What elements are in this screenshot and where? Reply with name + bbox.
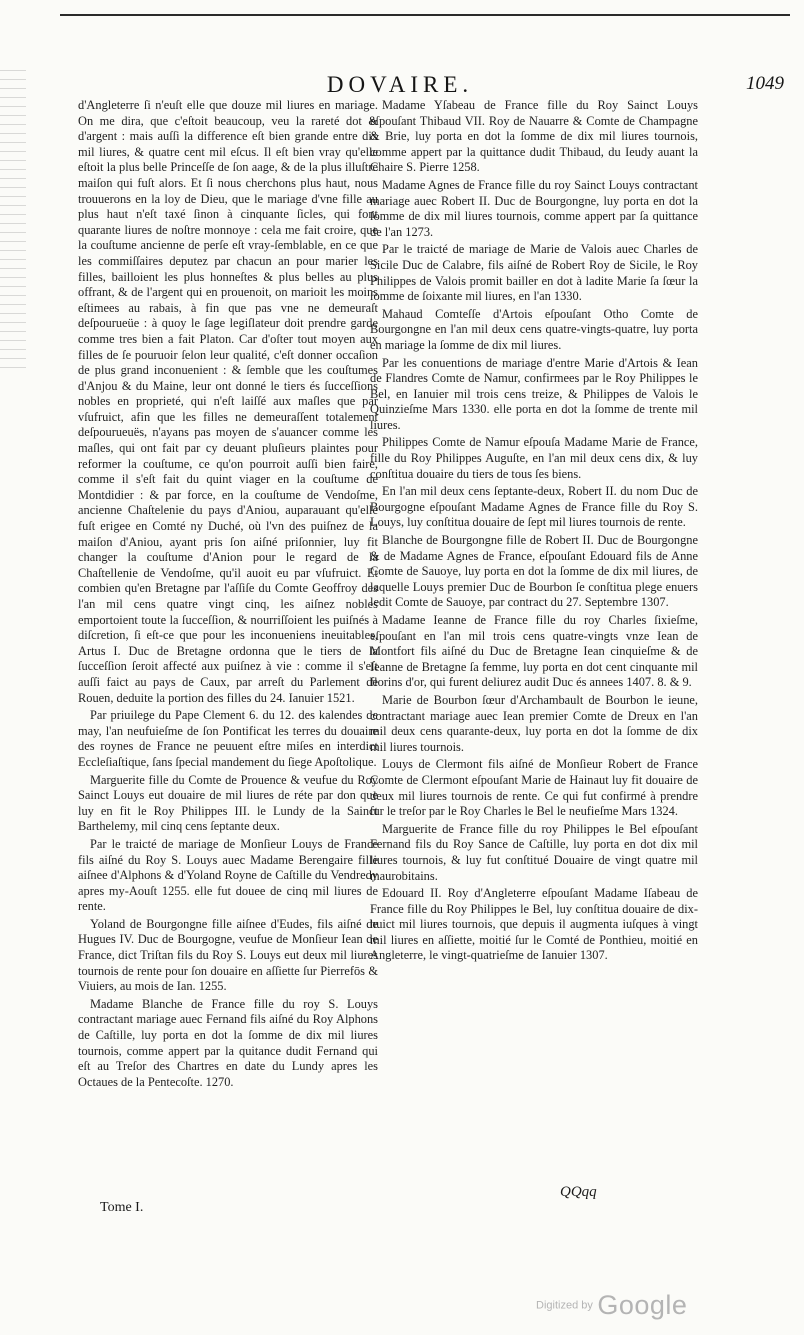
right-column — [370, 98, 698, 966]
watermark-prefix: Digitized by — [536, 1299, 593, 1312]
gutter-bleed-through — [0, 70, 26, 370]
paragraph: Philippes Comte de Namur eſpouſa Madame Marie de France, fille du Roy Philippes Auguſte, en l'an mil deux cens dix, & luy conſtitua douaire du tiers de tous ſes biens. — [370, 435, 698, 481]
signature-mark: QQqq — [560, 1184, 597, 1200]
page-number: 1049 — [746, 73, 784, 94]
watermark-brand: Google — [597, 1290, 688, 1320]
paragraph: Madame Agnes de France fille du roy Sainct Louys contractant mariage auec Robert II. Duc de Bourgongne, luy porta en dot la ſomme de dix mil liures tournois, comme appert par ſa quittance de l'an 1273. — [370, 177, 698, 239]
paragraph: Par le traicté de mariage de Marie de Valois auec Charles de Sicile Duc de Calabre, fils aiſné de Robert Roy de Sicile, le Roy Philippes de Valois promit bailler en dot à ladite Marie ſa ſœur la ſomme de ſoixante mil liures, en l'an 1330. — [370, 242, 698, 304]
running-head: DOVAIRE. — [326, 72, 474, 97]
paragraph: Madame Yſabeau de France fille du Roy Sainct Louys eſpouſant Thibaud VII. Roy de Nauarre & Comte de Champagne & Brie, luy porta en dot la ſomme de dix mil liures tournois, comme appert par la quittance dudit Thibaud, du Ieudy auant la Chaire S. Pierre 1258. — [370, 98, 698, 175]
paragraph: Edouard II. Roy d'Angleterre eſpouſant Madame Iſabeau de France fille du Roy Philippes le Bel, luy conſtitua douaire de dix-huict mil liures tournois, que depuis il augmenta iuſques à vingt mil liures en aſſiette, moitié ſur le Comté de Ponthieu, moitié en Angleterre, le vingt-quatrieſme de Ianuier 1307. — [370, 886, 698, 963]
paragraph: Par les conuentions de mariage d'entre Marie d'Artois & Iean de Flandres Comte de Namur, confirmees par le Roy Philippes le Bel, en Ianuier mil trois cens treize, & Philippes de Valois le Quinzieſme Mars 1330. elle porta en dot la ſomme de trente mil liures. — [370, 355, 698, 432]
paragraph: En l'an mil deux cens ſeptante-deux, Robert II. du nom Duc de Bourgogne eſpouſant Madame Agnes de France fille du Roy S. Louys, luy conſtitua douaire de ſept mil liures tournois de rente. — [370, 484, 698, 530]
paragraph: Mahaud Comteſſe d'Artois eſpouſant Otho Comte de Bourgongne en l'an mil deux cens quatre-vingts-quatre, luy porta en mariage la ſomme de dix mil liures. — [370, 306, 698, 352]
paragraph: Blanche de Bourgongne fille de Robert II. Duc de Bourgongne & de Madame Agnes de France, eſpouſant Edouard fils de Anne Comte de Sauoye, luy porta en dot la ſomme de dix mil liures, de laquelle Louys premier Duc de Bourbon ſe conſtitua plege enuers ledit Comte de Sauoye, par contract du 27. Septembre 1307. — [370, 533, 698, 610]
digitized-watermark — [536, 1290, 687, 1321]
volume-label: Tome I. — [100, 1200, 144, 1215]
paragraph: Marguerite de France fille du roy Philippes le Bel eſpouſant Fernand fils du Roy Sance de Caſtille, luy porta en dot dix mil liures tournois, & luy fut conſtitué Douaire de vingt quatre mil maurobitains. — [370, 821, 698, 883]
top-rule — [60, 14, 790, 16]
paragraph: Louys de Clermont fils aiſné de Monſieur Robert de France Comte de Clermont eſpouſant Marie de Hainaut luy fit douaire de deux mil liures tournois de rente. Ce qui fut confirmé à prendre ſur le treſor par le Roy Charles le Bel le neufieſme Mars 1324. — [370, 757, 698, 819]
paragraph: Yoland de Bourgongne fille aiſnee d'Eudes, fils aiſné de Hugues IV. Duc de Bourgogne, veufue de Monſieur Iean de France, dict Triſtan fils du Roy S. Louys eut deux mil liures tournois de rente pour ſon douaire en aſſiette ſur Pierrefōs & Viuiers, au mois de Ian. 1255. — [78, 916, 378, 994]
left-column — [78, 98, 378, 1092]
paragraph: Madame Blanche de France fille du roy S. Louys contractant mariage auec Fernand fils aiſné du Roy Alphons de Caſtille, luy porta en dot la ſomme de dix mil liures tournois, comme appert par la quitance dudit Fernand qui eſt au Treſor des Chartres en date du Lundy apres les Octaues de la Pentecoſte. 1270. — [78, 996, 378, 1089]
paragraph: Marie de Bourbon ſœur d'Archambault de Bourbon le ieune, contractant mariage auec Iean premier Comte de Dreux en l'an mil deux cens quarante-deux, luy porta en dot la ſomme de dix mil liures tournois. — [370, 692, 698, 754]
paragraph: d'Angleterre ſi n'euſt elle que douze mil liures en mariage. On me dira, que c'eſtoit beaucoup, veu la rareté dot & d'argent : mais auſſi la difference eſt bien grande entre dix mil liures, & quatre cent mil eſcus. Il eſt bien vray qu'elle eſtoit la plus belle Princeſſe de ſon aage, & de la plus illuſtre maiſon qui fuſt alors. Et ſi nous cherchons plus haut, nous trouuerons en la loy de Dieu, que le mariage d'vne fille au plus haut n'eſt taxé ſinon à cinquante ſicles, qui font quarante liures de noſtre monnoye : cela me fait croire, que la couſtume ancienne de perſe eſt vray-ſemblable, en ce que les commiſſaires deputez par chacun an pour marier les filles, bailloient les plus honneſtes & plus belles au plus offrant, & de l'argent qui en prouenoit, on marioit les moins eſtimees au rabais, à fin que pas vne ne demeuraſt deſpourueüe : à quoy le ſage legiſlateur doit prendre garde comme tres bien a fait Platon. Car d'oſter tout moyen aux filles de ſe pouruoir ſelon leur qualité, c'eſt donner occaſion de plus grand inconuenient : & ſemble que les couſtumes d'Anjou & du Maine, leur ont donné le tiers és ſucceſſions nobles en proprieté, qui n'eſt laiſſé aux maſles que par vſufruict, afin que les filles ne demeuraſſent totalement deſpourueuës, n'ayans pas moyen de s'auancer comme les maſles, qui ont fait par cy deuant pluſieurs plaintes pour reformer la couſtume, ce qu'on pourroit auſſi bien faire, comme il s'eſt fait du quint viager en la couſtume de Montdidier : & par force, en la couſtume de Vendoſme, ancienne Chaſtelenie du pays d'Aniou, auparauant qu'elle fuſt erigee en Comté ny Duché, où l'vn des puiſnez de la maiſon d'Aniou, ayant pris ſon aiſné priſonnier, luy fit changer la couſtume d'Anion pour le regard de la Chaſtellenie de Vendoſme, qu'il auoit eu par vſufruict. Et combien qu'en Bretagne par l'aſſiſe du Comte Geoffroy des l'an mil cens quatre vingt cinq, les aiſnez nobles emportoient toute la ſucceſſion, & nourriſſoient les puiſnés à diſcretion, ſi eſt-ce que pour les inconueniens ineuitables, Artus I. Duc de Bretagne ordonna que le tiers de la ſucceſſion ſeroit affecté aux puiſnez à vie : comme il s'eſt auſſi faict au pays de Caux, par arreſt du Parlement de Rouen, deduite la portion des filles du 24. Ianuier 1521. — [78, 98, 378, 705]
paragraph: Par le traicté de mariage de Monſieur Louys de France fils aiſné du Roy S. Louys auec Madame Berengaire fille aiſnee d'Alphons & d'Yoland Royne de Caſtille du Vendredy apres my-Aouſt 1255. elle fut douee de cinq mil liures de rente. — [78, 836, 378, 914]
paragraph: Madame Ieanne de France fille du roy Charles ſixieſme, eſpouſant en l'an mil trois cens quatre-vingts vnze Iean de Montfort fils aiſné du Duc de Bretagne Iean cinquieſme & de Ieanne de Bretagne ſa femme, luy porta en dot cent cinquante mil florins d'or, qui furent deliurez audit Duc és annees 1407. 8. & 9. — [370, 613, 698, 690]
paragraph: Marguerite fille du Comte de Prouence & veufue du Roy Sainct Louys eut douaire de mil liures de réte par don que luy en fit le Roy Philippes III. le Lundy de la Sainct Barthelemy, mil cinq cens ſeptante deux. — [78, 772, 378, 834]
paragraph: Par priuilege du Pape Clement 6. du 12. des kalendes de may, l'an neufuieſme de ſon Pontificat les terres du douaire des roynes de France ne peuuent eſtre miſes en interdict Eccleſiaſtique, ſans ſpecial mandement du ſiege Apoſtolique. — [78, 708, 378, 769]
